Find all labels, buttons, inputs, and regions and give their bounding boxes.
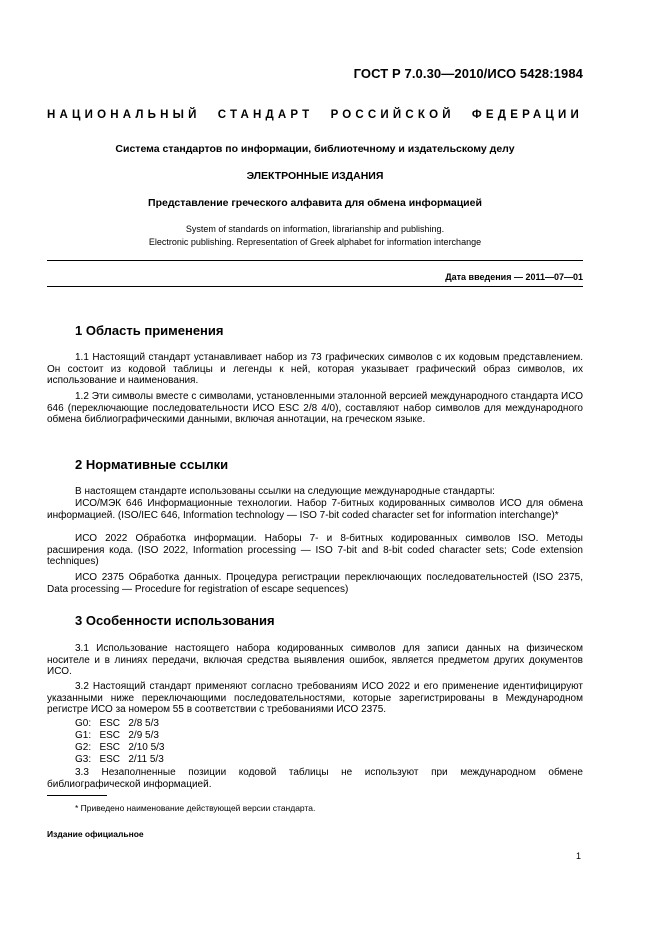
official-edition-label: Издание официальное — [47, 829, 144, 839]
section-3-paragraph-2: 3.2 Настоящий стандарт применяют согласно требованиям ИСО 2022 и его применение идентифицируют указанными ниже переключающими последовательностями, которые зарегистрированы в Международном регистре ИСО за номером 55 в соответствии с требованиями ИСО 2375. — [47, 681, 583, 715]
introduction-date: Дата введения — 2011—07—01 — [445, 272, 583, 282]
footnote-divider — [47, 795, 107, 796]
escape-sequence-g1: G1: ESC 2/9 5/3 — [75, 730, 159, 741]
section-2-paragraph-1: В настоящем стандарте использованы ссылки на следующие международные стандарты: — [75, 486, 495, 497]
title-divider — [47, 260, 583, 261]
section-2-heading: 2 Нормативные ссылки — [75, 457, 229, 472]
national-standard-banner — [47, 109, 583, 121]
electronic-publications-title: ЭЛЕКТРОННЫЕ ИЗДАНИЯ — [246, 170, 384, 182]
document-code: ГОСТ Р 7.0.30—2010/ИСО 5428:1984 — [353, 66, 583, 81]
escape-sequence-g2: G2: ESC 2/10 5/3 — [75, 742, 165, 753]
page-number: 1 — [575, 851, 581, 861]
escape-sequence-g0: G0: ESC 2/8 5/3 — [75, 718, 159, 729]
section-3-heading: 3 Особенности использования — [75, 613, 275, 628]
section-1-heading: 1 Область применения — [75, 323, 224, 338]
banner-word: РОССИЙСКОЙ — [330, 109, 455, 121]
section-3-paragraph-1: 3.1 Использование настоящего набора кодированных символов для записи данных на физическом носителе и в линиях передачи, включая средства выявления ошибок, является предметом других документов ИСО. — [47, 643, 583, 677]
english-title-line-1: System of standards on information, librarianship and publishing. — [185, 224, 445, 234]
section-2-reference-iso-2022: ИСО 2022 Обработка информации. Наборы 7- и 8-битных кодированных символов ISO. Методы расширения кода. (ISO 2022, Information processing — ISO 7-bit and 8-bit coded character sets; Code extension techniques) — [47, 533, 583, 567]
section-1-paragraph-1: 1.1 Настоящий стандарт устанавливает набор из 73 графических символов с их кодовым представлением. Он состоит из кодовой таблицы и легенды к ней, которая указывает графический образ символов, их использование и наименования. — [47, 352, 583, 386]
english-title-line-2: Electronic publishing. Representation of Greek alphabet for information interchange — [148, 237, 482, 247]
section-2-reference-iso-646: ИСО/МЭК 646 Информационные технологии. Набор 7-битных кодированных символов ИСО для обмена информацией. (ISO/IEC 646, Information technology — ISO 7-bit coded character set for information interchange)* — [47, 498, 583, 521]
footnote: * Приведено наименование действующей версии стандарта. — [75, 803, 316, 813]
date-divider — [47, 286, 583, 287]
section-1-paragraph-2: 1.2 Эти символы вместе с символами, установленными эталонной версией международного стандарта ИСО 646 (переключающие последовательности ИСО ESC 2/8 4/0), составляют набор символов для международного обмена библиографическими данными, включая аннотации, на греческом языке. — [47, 391, 583, 425]
banner-word: ФЕДЕРАЦИИ — [471, 109, 583, 121]
escape-sequence-g3: G3: ESC 2/11 5/3 — [75, 754, 164, 765]
section-2-reference-iso-2375: ИСО 2375 Обработка данных. Процедура регистрации переключающих последовательностей (ISO 2375, Data processing — Procedure for registration of escape sequences) — [47, 572, 583, 595]
standards-system-title: Система стандартов по информации, библиотечному и издательскому делу — [115, 143, 515, 155]
banner-word: НАЦИОНАЛЬНЫЙ — [47, 109, 201, 121]
document-title: Представление греческого алфавита для обмена информацией — [148, 197, 482, 209]
section-3-paragraph-3: 3.3 Незаполненные позиции кодовой таблицы не используют при международном обмене библиографической информацией. — [47, 767, 583, 790]
banner-word: СТАНДАРТ — [217, 109, 314, 121]
